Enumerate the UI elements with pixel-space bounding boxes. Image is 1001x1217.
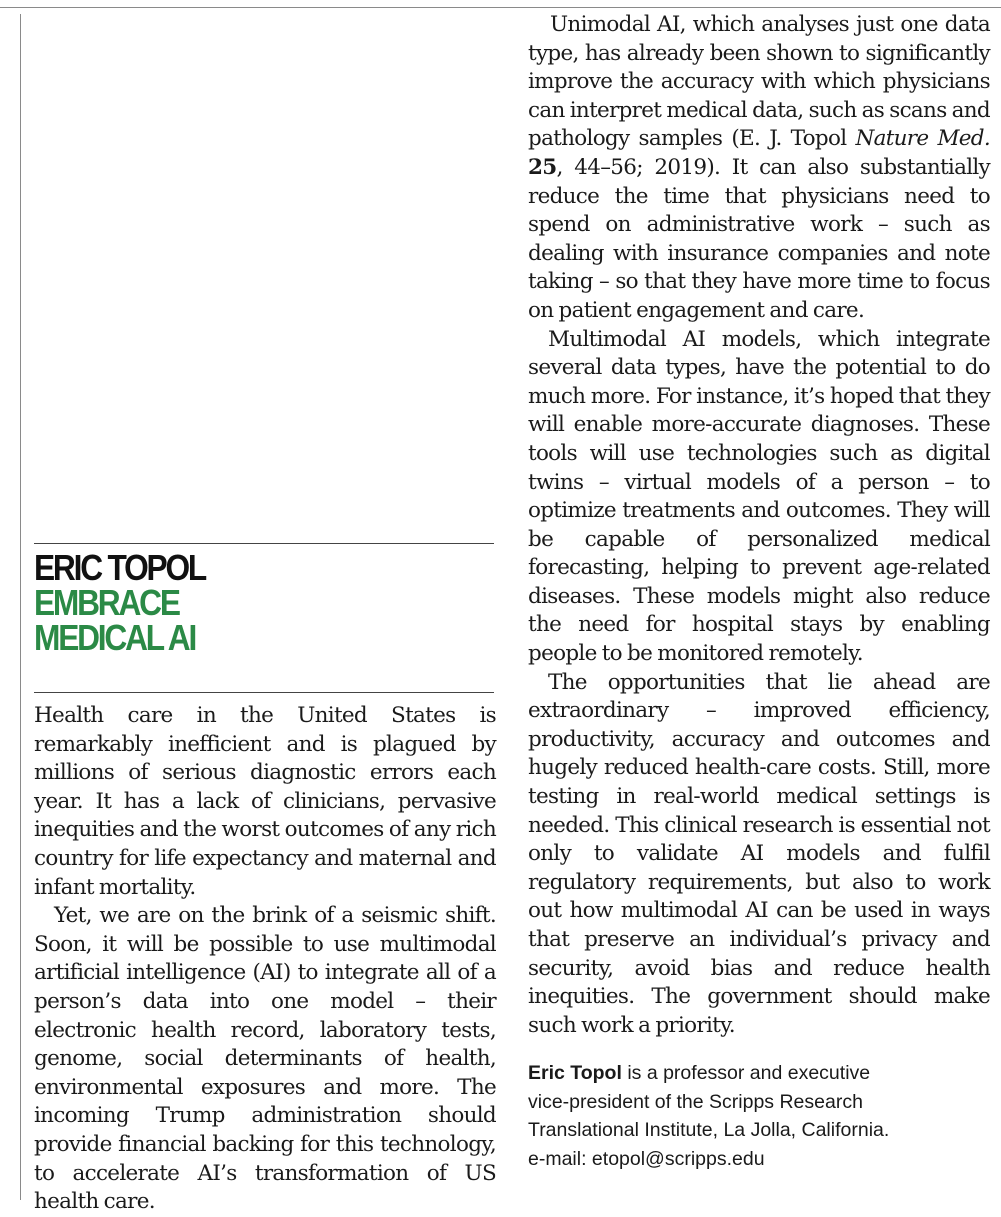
body-paragraph: Multimodal AI models, which integrate several data types, have the potential to do much more. For instance, it’s hoped that they will enable more-accurate diagnoses. These tools will use technologies such as digital twins – virtual models of a person – to optimize treatments and outcomes. They will be capable of personalized medical forecasting, helping to prevent age-related diseases. These models might also reduce the need for hospital stays by enabling people to be monitored remotely. xyxy=(528,326,990,667)
top-rule xyxy=(0,7,1001,8)
headline-rule-bottom xyxy=(34,692,494,693)
bio-email: e-mail: etopol@scripps.edu xyxy=(528,1147,765,1170)
right-column xyxy=(528,11,990,1040)
citation-volume: 25 xyxy=(528,154,557,180)
bio-line xyxy=(528,1059,990,1088)
citation-journal: Nature Med. xyxy=(855,126,990,152)
left-column xyxy=(34,702,496,1217)
body-paragraph: Health care in the United States is remarkably inefficient and is plagued by millions of serious diagnostic errors each year. It has a lack of clinicians, pervasive inequities and the worst outcomes of any rich country for life expectancy and maternal and infant mortality. xyxy=(34,703,496,900)
headline-title-line2: MEDICAL AI xyxy=(34,617,196,658)
headline-author: ERIC TOPOL xyxy=(34,547,206,588)
body-paragraph: The opportunities that lie ahead are extraordinary – improved efficiency, productivity, accuracy and outcomes and hugely reduced health-care costs. Still, more testing in real-world medical settings is needed. This clinical research is essential not only to validate AI models and fulfil regulatory requirements, but also to work out how multimodal AI can be used in ways that preserve an individual’s privacy and security, avoid bias and reduce health inequities. The government should make such work a priority. xyxy=(528,669,990,1038)
bio-line: Translational Institute, La Jolla, California. xyxy=(528,1119,890,1142)
headline xyxy=(34,547,439,658)
bio-text: is a professor and executive xyxy=(621,1062,871,1084)
paragraph-text: , 44–56; 2019). It can also substantially reduce the time that physicians need to spend on administrative work – such as dealing with insurance companies and note taking – so that they have more time to focus on patient engagement and care. xyxy=(528,154,990,323)
body-paragraph: Yet, we are on the brink of a seismic shift. Soon, it will be possible to use multimodal artificial intelligence (AI) to integrate all of a person’s data into one model – their electronic health record, laboratory tests, genome, social determinants of health, environmental exposures and more. The incoming Trump administration should provide financial backing for this technology, to accelerate AI’s transformation of US health care. xyxy=(34,903,496,1215)
bio-author-name: Eric Topol xyxy=(528,1062,622,1084)
column-rule xyxy=(20,14,21,1200)
paragraph-text: Unimodal AI, which analyses just one data type, has already been shown to significantly improve the accuracy with which physicians can interpret medical data, such as scans and pathology samples (E. J. Topol xyxy=(528,12,990,152)
bio-line: vice-president of the Scripps Research xyxy=(528,1090,863,1113)
headline-rule-top xyxy=(34,543,494,544)
author-bio xyxy=(528,1059,990,1173)
body-paragraph xyxy=(528,11,990,326)
headline-title-line1: EMBRACE xyxy=(34,582,179,623)
